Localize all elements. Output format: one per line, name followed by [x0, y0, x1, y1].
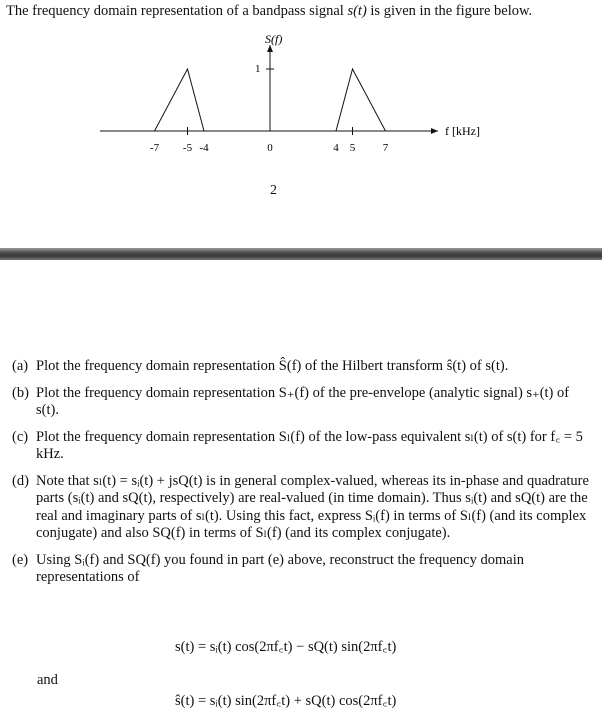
question-text: Note that sₗ(t) = sᵢ(t) + jsQ(t) is in general complex-valued, whereas its in-phase and quadrature parts (sᵢ(t) and sQ(t), respectively) are real-valued (in time domain). Thus sᵢ(t) and sQ(t) are the real and imaginary parts of sₗ(t). Using this fact, express Sᵢ(f) in terms of Sₗ(f) (and its complex conjugate) and also SQ(f) in terms of Sₗ(f) (and its complex conjugate). — [36, 472, 589, 541]
intro-sentence — [6, 3, 532, 20]
question-label: (e) — [12, 551, 29, 568]
page-number: 2 — [270, 183, 277, 198]
tick-label: 5 — [349, 142, 356, 154]
tick-label: 0 — [267, 142, 273, 154]
page-divider — [0, 248, 602, 260]
question-text: Plot the frequency domain representation Sₗ(f) of the low-pass equivalent sₗ(t) of s(t) for f꜀ = 5 kHz. — [36, 428, 583, 462]
question-label: (c) — [12, 428, 29, 445]
intro-suffix: is given in the figure below. — [366, 3, 533, 19]
question-text: Using Sᵢ(f) and SQ(f) you found in part (e) above, reconstruct the frequency domain representations of — [36, 551, 524, 585]
tick-label: 4 — [333, 142, 339, 154]
question-text: Plot the frequency domain representation S₊(f) of the pre-envelope (analytic signal) s₊(t) of s(t). — [36, 384, 570, 418]
y-axis-label: S(f) — [265, 32, 283, 46]
equation-s: s(t) = sᵢ(t) cos(2πf꜀t) − sQ(t) sin(2πf꜀t) — [175, 639, 397, 655]
peak-value-label: 1 — [255, 63, 261, 75]
question-list — [12, 358, 590, 596]
tick-label: -5 — [182, 142, 193, 154]
and-word: and — [37, 672, 58, 688]
question-d — [12, 473, 590, 543]
positive-band-triangle — [336, 69, 386, 131]
question-a — [12, 358, 590, 376]
tick-label: -4 — [199, 142, 209, 154]
tick-label: -7 — [149, 142, 160, 154]
negative-band-triangle — [155, 69, 205, 131]
question-label: (d) — [12, 472, 29, 489]
intro-signal: s(t) — [347, 3, 367, 19]
x-axis-label: f [kHz] — [445, 124, 480, 138]
intro-prefix: The frequency domain representation of a bandpass signal — [6, 3, 348, 19]
question-label: (b) — [12, 384, 29, 401]
question-text: Plot the frequency domain representation Ŝ(f) of the Hilbert transform ŝ(t) of s(t). — [36, 358, 509, 374]
question-label: (a) — [12, 358, 29, 374]
equation-s-hat: ŝ(t) = sᵢ(t) sin(2πf꜀t) + sQ(t) cos(2πf꜀t) — [175, 693, 397, 709]
spectrum-figure — [0, 25, 602, 175]
question-e — [12, 552, 590, 587]
tick-label: 7 — [382, 142, 389, 154]
question-b — [12, 385, 590, 420]
question-c — [12, 429, 590, 464]
